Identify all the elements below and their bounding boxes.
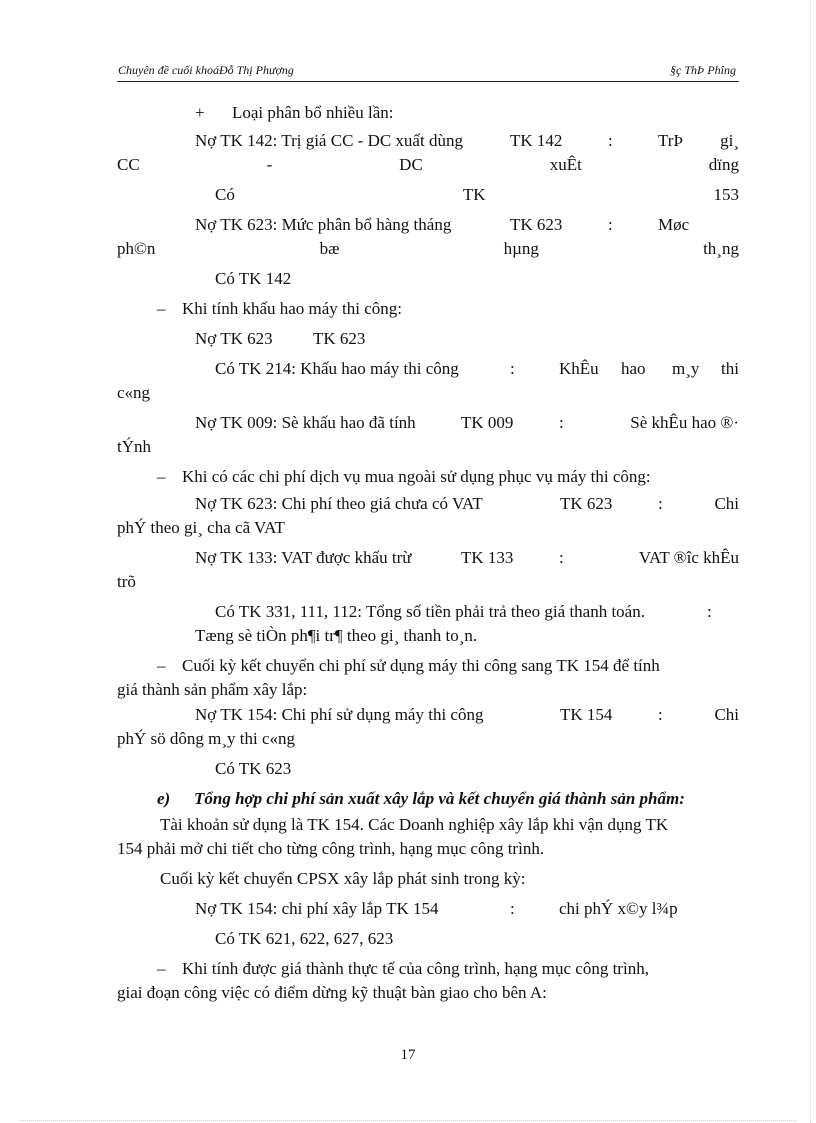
page-number: 17 <box>400 1047 416 1063</box>
line-15: Nợ TK 623: Chi phí theo giá chưa có VAT TK 623 : Chi <box>195 494 739 513</box>
line-32: – Khi tính được giá thành thực tế của công trình, hạng mục công trình, <box>157 959 649 978</box>
line-11: c«ng <box>117 383 151 402</box>
line-2: Nợ TK 142: Trị giá CC - DC xuất dùng TK 142 : TrÞ gi¸ <box>195 131 739 150</box>
line-20: Tæng sè tiÒn ph¶i tr¶ theo gi¸ thanh to¸n. <box>195 626 478 645</box>
line-31: Có TK 621, 622, 627, 623 <box>215 929 394 948</box>
line-22: giá thành sản phẩm xây lắp: <box>117 680 308 699</box>
line-6: ph©n bæ hµng th¸ng <box>117 239 739 258</box>
header-rule <box>117 81 739 82</box>
line-8: – Khi tính khấu hao máy thi công: <box>157 299 403 318</box>
line-5: Nợ TK 623: Mức phân bổ hàng tháng TK 623 : Møc <box>195 215 690 234</box>
line-14: – Khi có các chi phí dịch vụ mua ngoài sử dụng phục vụ máy thi công: <box>157 467 651 486</box>
line-30: Nợ TK 154: chi phí xây lắp TK 154 : chi phÝ x©y l¾p <box>195 899 678 918</box>
line-9: Nợ TK 623 TK 623 <box>195 329 366 348</box>
line-12: Nợ TK 009: Sè khấu hao đã tính TK 009 : Sè khÊu hao ®· <box>195 413 739 432</box>
line-29: Cuối kỳ kết chuyển CPSX xây lắp phát sinh trong kỳ: <box>160 869 526 888</box>
section-heading: e) Tổng hợp chi phí sản xuất xây lắp và kết chuyển giá thành sản phẩm: <box>157 789 685 808</box>
line-7: Có TK 142 <box>215 269 292 288</box>
line-3: CC - DC xuÊt dïng <box>117 155 739 174</box>
bottom-border <box>20 1120 796 1121</box>
line-25: Có TK 623 <box>215 759 292 778</box>
line-33: giai đoạn công việc có điểm dừng kỹ thuật bàn giao cho bên A: <box>117 983 547 1002</box>
line-27: Tài khoản sử dụng là TK 154. Các Doanh nghiệp xây lắp khi vận dụng TK <box>160 815 669 834</box>
line-17: Nợ TK 133: VAT được khấu trừ TK 133 : VAT ®îc khÊu <box>195 548 739 567</box>
line-10: Có TK 214: Khấu hao máy thi công : KhÊu hao m¸y thi <box>215 359 739 378</box>
header-left: Chuyên đề cuối khoáĐỗ Thị Phượng <box>118 63 294 77</box>
line-28: 154 phải mở chi tiết cho từng công trình, hạng mục công trình. <box>117 839 545 858</box>
line-23: Nợ TK 154: Chi phí sử dụng máy thi công TK 154 : Chi <box>195 705 739 724</box>
header-right: §ç ThÞ Phîng <box>670 63 736 77</box>
line-13: tÝnh <box>117 437 151 456</box>
line-24: phÝ sö dông m¸y thi c«ng <box>117 729 296 748</box>
right-border <box>810 0 811 1123</box>
line-21: – Cuối kỳ kết chuyển chi phí sử dụng máy thi công sang TK 154 để tính <box>157 656 660 675</box>
line-19: Có TK 331, 111, 112: Tổng số tiền phải trả theo giá thanh toán. : <box>215 602 712 621</box>
line-1: + Loại phân bổ nhiều lần: <box>195 103 394 122</box>
line-16: phÝ theo gi¸ cha cã VAT <box>117 518 285 537</box>
line-18: trõ <box>117 572 136 591</box>
line-4: Có TK 153 <box>215 185 739 204</box>
